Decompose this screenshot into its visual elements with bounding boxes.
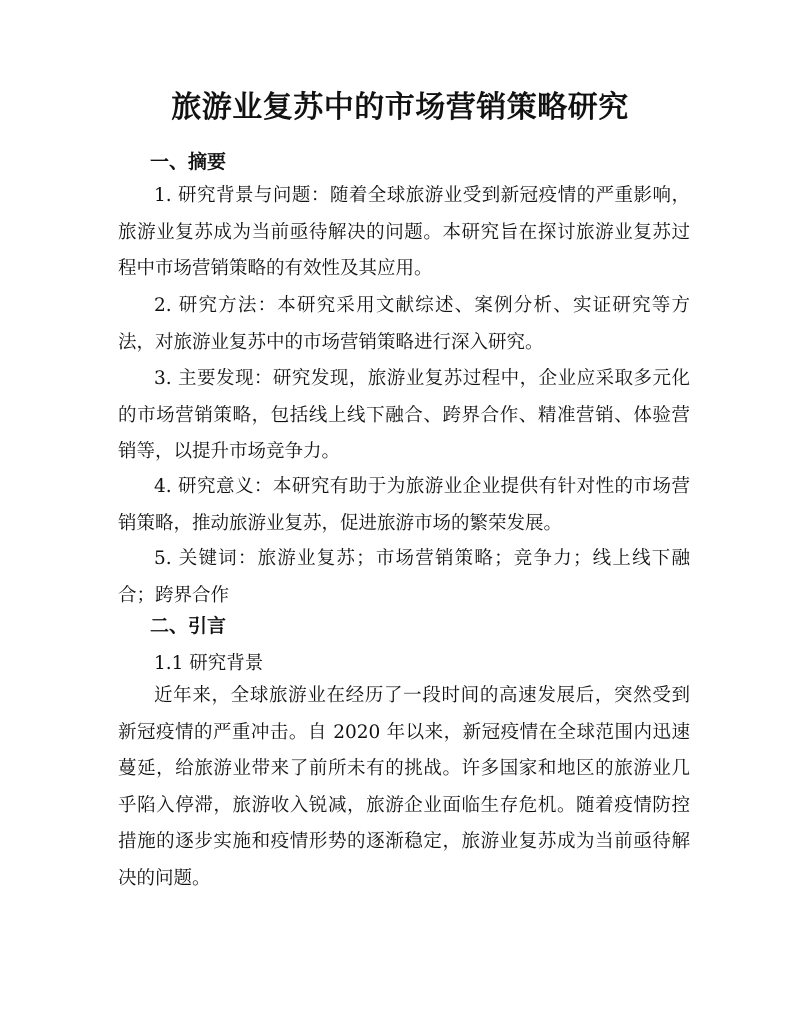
abstract-paragraph-2: 2. 研究方法：本研究采用文献综述、案例分析、实证研究等方法，对旅游业复苏中的市场营销策略进行深入研究。 — [118, 295, 690, 353]
document-title: 旅游业复苏中的市场营销策略研究 — [171, 90, 629, 125]
introduction-paragraph-1: 近年来，全球旅游业在经历了一段时间的高速发展后，突然受到新冠疫情的严重冲击。自 2020 年以来，新冠疫情在全球范围内迅速蔓延，给旅游业带来了前所未有的挑战。许多国家和地区的旅游业几乎陷入停滞，旅游收入锐减，旅游企业面临生存危机。随着疫情防控措施的逐步实施和疫情形势的逐渐稳定，旅游业复苏成为当前亟待解决的问题。 — [118, 685, 690, 889]
abstract-paragraph-3: 3. 主要发现：研究发现，旅游业复苏过程中，企业应采取多元化的市场营销策略，包括线上线下融合、跨界合作、精准营销、体验营销等，以提升市场竞争力。 — [118, 368, 690, 462]
subsection-heading-background: 1.1 研究背景 — [154, 653, 264, 674]
section-heading-abstract: 一、摘要 — [150, 151, 227, 173]
abstract-paragraph-5: 5. 关键词：旅游业复苏；市场营销策略；竞争力；线上线下融合；跨界合作 — [118, 548, 690, 606]
abstract-paragraph-4: 4. 研究意义：本研究有助于为旅游业企业提供有针对性的市场营销策略，推动旅游业复苏，促进旅游市场的繁荣发展。 — [118, 476, 690, 534]
section-heading-introduction: 二、引言 — [150, 615, 227, 637]
abstract-paragraph-1: 1. 研究背景与问题：随着全球旅游业受到新冠疫情的严重影响，旅游业复苏成为当前亟待解决的问题。本研究旨在探讨旅游业复苏过程中市场营销策略的有效性及其应用。 — [118, 185, 690, 279]
